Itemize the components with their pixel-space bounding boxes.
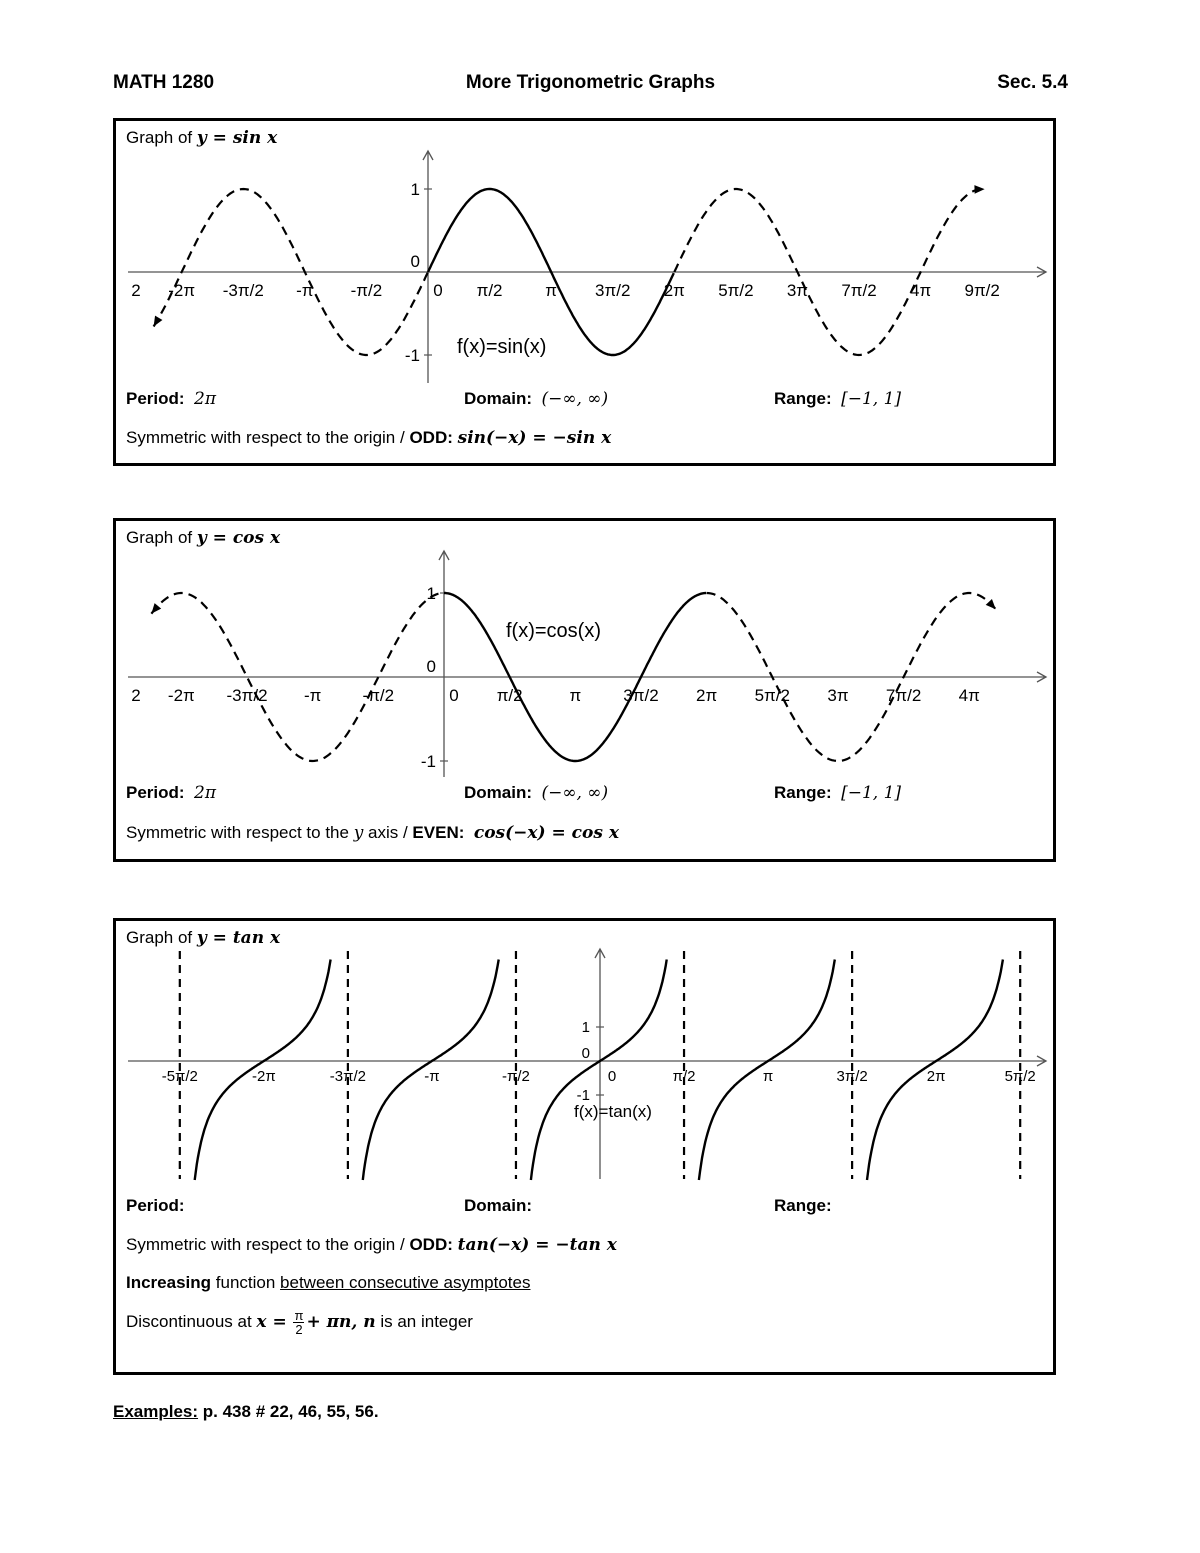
course-code: MATH 1280 (113, 72, 215, 93)
x-tick-label: -2π (167, 686, 195, 705)
examples-text: p. 438 # 22, 46, 55, 56. (198, 1402, 379, 1421)
period-value: 2π (194, 389, 217, 409)
right-arrowhead (986, 599, 996, 609)
x-tick-label: -π (303, 686, 322, 705)
period-label: Period: (126, 389, 185, 408)
period-label: Period: (126, 1196, 185, 1215)
x-tick-label: 2 (131, 281, 141, 300)
right-arrowhead (974, 185, 984, 194)
x-tick-label: -3π/2 (226, 686, 268, 705)
x-tick-label: π (545, 281, 558, 300)
y-tick-label: 0 (581, 1045, 590, 1062)
x-tick-label: 2π (696, 686, 718, 705)
x-tick-label: 2 (131, 686, 141, 705)
tangent-branch (531, 960, 667, 1181)
x-tick-label: -3π/2 (222, 281, 264, 300)
cosine-symmetry: Symmetric with respect to the y axis / EVEN: cos(−x) = cos x (126, 823, 619, 843)
x-tick-label: 0 (449, 686, 459, 705)
x-tick-label: -π/2 (350, 281, 383, 300)
domain-label: Domain: (464, 1196, 532, 1215)
y-tick-label: -1 (404, 346, 420, 365)
x-tick-label: 3π/2 (595, 281, 631, 300)
x-tick-label: 9π/2 (964, 281, 1000, 300)
range-value: [−1, 1] (841, 389, 902, 409)
cosine-graph-title: Graph of y = cos x (126, 528, 281, 548)
x-tick-label: 2π (926, 1068, 946, 1085)
domain-label: Domain: (464, 389, 532, 408)
y-tick-label: 1 (581, 1019, 590, 1036)
tangent-graph (116, 921, 1053, 1372)
y-tick-label: 1 (410, 180, 420, 199)
tangent-discontinuity-note: Discontinuous at x = $\frac{\pi}{2}$ + πn, n is an integer (126, 1308, 473, 1337)
function-label: f(x)=sin(x) (457, 336, 547, 358)
left-arrowhead (154, 316, 163, 327)
x-tick-label: π (569, 686, 582, 705)
page-title: More Trigonometric Graphs (465, 72, 716, 93)
domain-value: (−∞, ∞) (541, 389, 609, 409)
y-tick-label: -1 (420, 752, 436, 771)
x-tick-label: -π (296, 281, 314, 300)
sine-graph-title: Graph of y = sin x (126, 128, 278, 148)
x-tick-label: 3π (786, 281, 809, 300)
tangent-properties (126, 1196, 1026, 1216)
examples-line (113, 1402, 379, 1422)
x-tick-label: -π/2 (362, 686, 395, 705)
cosine-properties (126, 783, 1026, 803)
y-tick-label: 0 (426, 657, 436, 676)
x-tick-label: 7π/2 (841, 281, 877, 300)
y-tick-label: 1 (426, 584, 436, 603)
pi-over-two-fraction: $\frac{\pi}{2}$ (294, 1308, 304, 1337)
examples-label: Examples: (113, 1402, 199, 1421)
x-tick-label: 5π/2 (1004, 1068, 1036, 1085)
tangent-graph-title: Graph of y = tan x (126, 928, 281, 948)
range-value: [−1, 1] (841, 783, 902, 803)
x-tick-label: -2π (168, 281, 196, 300)
x-tick-label: -3π/2 (329, 1068, 366, 1085)
x-tick-label: 5π/2 (718, 281, 754, 300)
range-label: Range: (774, 389, 832, 408)
cosine-graph-box (113, 518, 1056, 862)
x-tick-label: -2π (252, 1068, 276, 1085)
x-tick-label: 3π (827, 686, 849, 705)
function-label: f(x)=tan(x) (574, 1102, 652, 1121)
y-tick-label: 0 (410, 252, 420, 271)
x-tick-label: π/2 (496, 686, 523, 705)
x-tick-label: 3π/2 (836, 1068, 868, 1085)
x-tick-label: 7π/2 (885, 686, 922, 705)
sine-graph (116, 121, 1053, 463)
period-label: Period: (126, 783, 185, 802)
sine-graph-box (113, 118, 1056, 466)
tangent-graph-box (113, 918, 1056, 1375)
range-label: Range: (774, 1196, 832, 1215)
x-tick-label: -π (424, 1068, 440, 1085)
sine-symmetry: Symmetric with respect to the origin / ODD: sin(−x) = −sin x (126, 428, 612, 448)
x-tick-label: π/2 (672, 1068, 696, 1085)
cosine-graph (116, 521, 1053, 859)
x-tick-label: 2π (663, 281, 685, 300)
tangent-increasing-note: Increasing function between consecutive asymptotes (126, 1273, 531, 1292)
x-tick-label: π/2 (476, 281, 503, 300)
domain-value: (−∞, ∞) (541, 783, 609, 803)
x-tick-label: 3π/2 (623, 686, 659, 705)
tangent-symmetry: Symmetric with respect to the origin / ODD: tan(−x) = −tan x (126, 1235, 617, 1255)
function-label: f(x)=cos(x) (506, 620, 601, 642)
x-tick-label: -π/2 (502, 1068, 530, 1085)
x-tick-label: -5π/2 (161, 1068, 198, 1085)
sine-properties (126, 389, 1026, 409)
page-header (113, 72, 1068, 102)
x-tick-label: 4π (958, 686, 980, 705)
x-tick-label: 4π (910, 281, 932, 300)
section-number: Sec. 5.4 (997, 72, 1068, 93)
left-arrowhead (151, 603, 161, 614)
x-tick-label: 0 (433, 281, 443, 300)
y-tick-label: -1 (576, 1087, 590, 1104)
period-value: 2π (194, 783, 217, 803)
range-label: Range: (774, 783, 832, 802)
domain-label: Domain: (464, 783, 532, 802)
x-tick-label: 0 (607, 1068, 617, 1085)
x-tick-label: π (762, 1068, 774, 1085)
x-tick-label: 5π/2 (754, 686, 790, 705)
